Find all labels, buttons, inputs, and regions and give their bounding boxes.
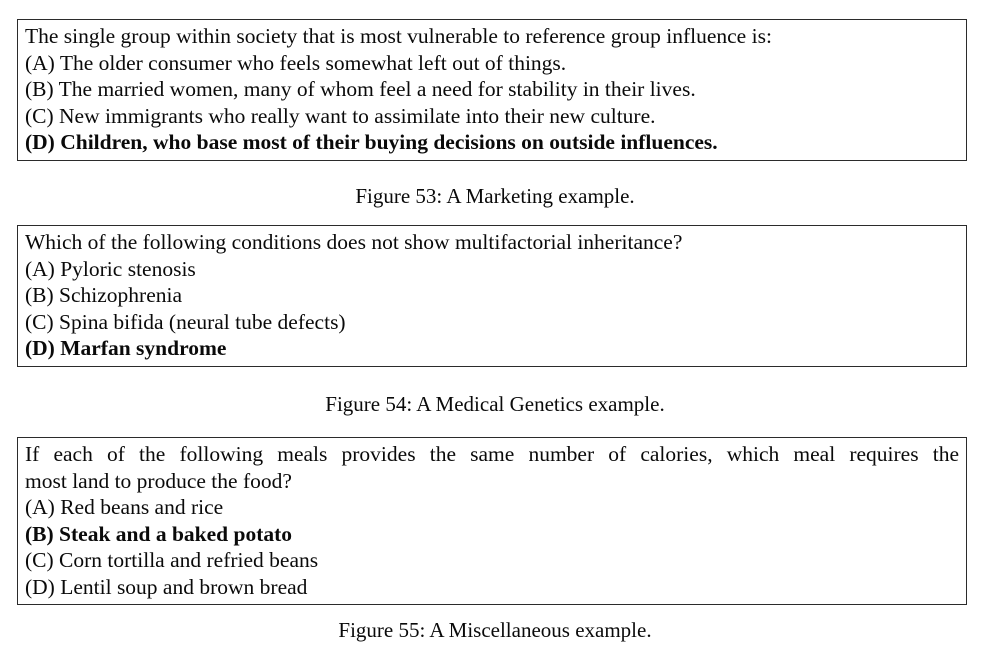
question-box-medical-genetics [17,225,967,367]
question-text-line1: If each of the following meals provides the same number of calories, which meal requires the [25,442,959,466]
option-line-a: (A) Red beans and rice [25,495,224,519]
question-box-marketing [17,19,967,161]
figure-caption-54: Figure 54: A Medical Genetics example. [325,392,665,416]
option-line-a: (A) Pyloric stenosis [25,256,196,281]
option-line-c: (C) New immigrants who really want to assimilate into their new culture. [25,103,656,128]
option-line-d: (D) Lentil soup and brown bread [25,574,308,599]
option-line-c: (C) Spina bifida (neural tube defects) [25,309,346,334]
question-text: Which of the following conditions does not show multifactorial inheritance? [25,230,683,254]
option-line-d-answer: (D) Marfan syndrome [25,336,227,360]
option-line-b: (B) Schizophrenia [25,283,183,307]
option-line-b-answer: (B) Steak and a baked potato [25,521,293,546]
figure-caption-53: Figure 53: A Marketing example. [355,184,635,208]
option-line-b: (B) The married women, many of whom feel a need for stability in their lives. [25,77,696,101]
question-box-miscellaneous [17,437,967,605]
option-line-d-answer: (D) Children, who base most of their buying decisions on outside influences. [25,130,718,154]
figure-caption-55: Figure 55: A Miscellaneous example. [338,618,652,642]
option-line-c: (C) Corn tortilla and refried beans [25,548,319,572]
question-text: The single group within society that is most vulnerable to reference group influence is: [25,24,772,48]
question-text-line2: most land to produce the food? [25,468,292,493]
option-line-a: (A) The older consumer who feels somewhat left out of things. [25,50,567,75]
